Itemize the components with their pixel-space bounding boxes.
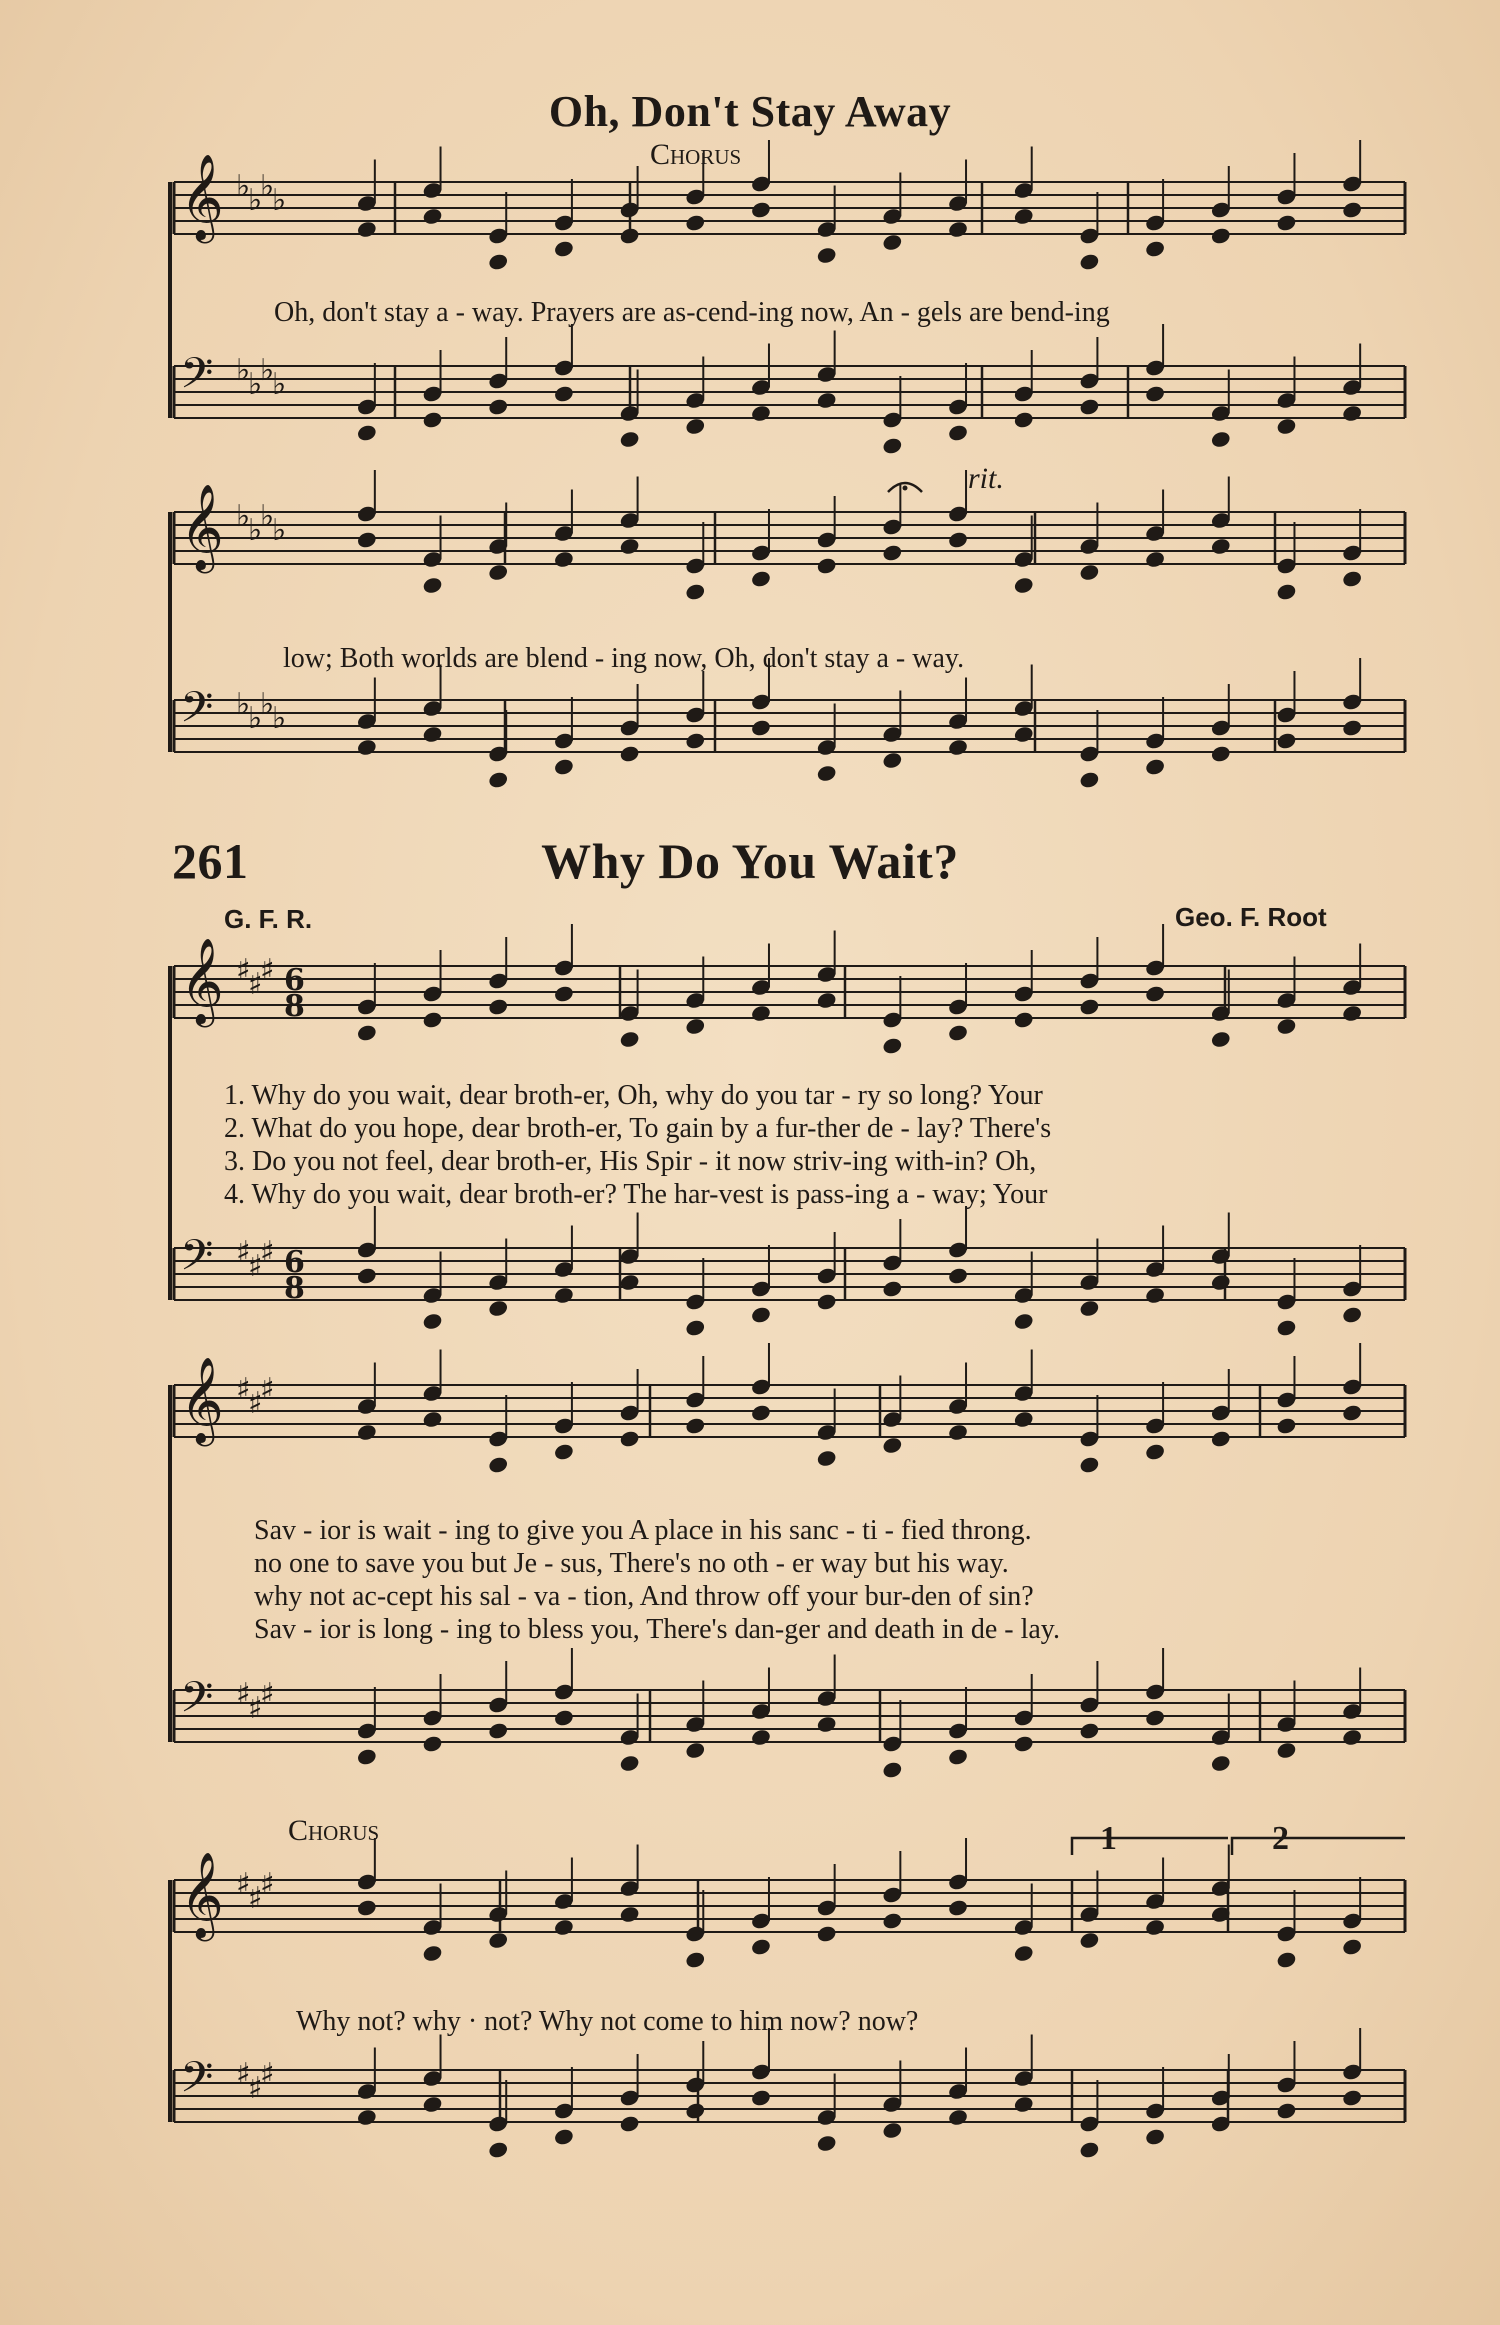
notehead	[1341, 1305, 1363, 1324]
notehead	[1276, 213, 1298, 232]
notehead	[553, 984, 575, 1003]
notehead	[553, 1442, 575, 1461]
sharp-sign-icon: ♯	[248, 967, 263, 1002]
notehead	[816, 1924, 838, 1943]
notehead	[750, 1403, 772, 1422]
notehead	[422, 1944, 444, 1963]
verse-line-1b: Sav - ior is wait - ing to give you A place in his sanc - ti - fied throng.	[254, 1515, 1032, 1546]
notehead	[750, 200, 772, 219]
notehead	[1079, 2140, 1101, 2159]
notehead	[619, 1273, 641, 1292]
hymn-top-lyric-line-1: Oh, don't stay a - way. Prayers are as-cend-ing now, An - gels are bend-ing	[274, 297, 1110, 328]
notehead	[619, 1030, 641, 1049]
notehead	[684, 213, 706, 232]
notehead	[1210, 744, 1232, 763]
bass-clef-icon: 𝄢	[180, 683, 214, 743]
notehead	[1079, 1721, 1101, 1740]
sharp-sign-icon: ♯	[236, 2057, 251, 2092]
notehead	[1144, 1442, 1166, 1461]
notehead	[1144, 1918, 1166, 1937]
time-signature-top: 6	[284, 1245, 305, 1280]
composer-credit: Geo. F. Root	[1175, 902, 1327, 932]
notehead	[487, 1721, 509, 1740]
hymn-top-lyric-line-2: low; Both worlds are blend - ing now, Oh, don't stay a - way.	[283, 643, 965, 674]
notehead	[816, 246, 838, 265]
treble-clef-icon: 𝄞	[180, 1357, 224, 1443]
notehead	[1341, 1403, 1363, 1422]
notehead	[553, 239, 575, 258]
sharp-sign-icon: ♯	[236, 953, 251, 988]
notehead	[619, 537, 641, 556]
notehead	[816, 1715, 838, 1734]
notehead	[947, 220, 969, 239]
time-signature-bottom: 8	[284, 1271, 305, 1306]
notehead	[1276, 417, 1298, 436]
verse-line-4a: 4. Why do you wait, dear broth-er? The har-vest is pass-ing a - way; Your	[224, 1179, 1048, 1210]
flat-sign-icon: ♭	[272, 367, 287, 402]
notehead	[356, 1423, 378, 1442]
notehead	[1013, 410, 1035, 429]
verse-line-1a: 1. Why do you wait, dear broth-er, Oh, why do you tar - ry so long? Your	[224, 1080, 1043, 1111]
notehead	[947, 530, 969, 549]
notehead	[1079, 997, 1101, 1016]
flat-sign-icon: ♭	[236, 499, 251, 534]
treble-clef-icon: 𝄞	[180, 154, 224, 240]
sharp-sign-icon: ♯	[260, 1235, 275, 1270]
treble-clef-icon: 𝄞	[180, 484, 224, 570]
notehead	[356, 423, 378, 442]
bass-clef-icon: 𝄢	[180, 1673, 214, 1733]
notehead	[1079, 252, 1101, 271]
notehead	[487, 563, 509, 582]
notehead	[1341, 718, 1363, 737]
notehead	[750, 404, 772, 423]
notehead	[1144, 757, 1166, 776]
notehead	[1276, 731, 1298, 750]
notehead	[553, 2127, 575, 2146]
notehead	[422, 1410, 444, 1429]
notehead	[356, 738, 378, 757]
notehead	[487, 252, 509, 271]
notehead	[1144, 1286, 1166, 1305]
notehead	[422, 2095, 444, 2114]
sharp-sign-icon: ♯	[236, 1677, 251, 1712]
notehead	[356, 1747, 378, 1766]
notehead	[487, 1299, 509, 1318]
flat-sign-icon: ♭	[248, 513, 263, 548]
notehead	[553, 1286, 575, 1305]
notehead	[750, 1728, 772, 1747]
notehead	[1341, 1728, 1363, 1747]
notehead	[816, 991, 838, 1010]
sharp-sign-icon: ♯	[260, 1372, 275, 1407]
notehead	[1341, 200, 1363, 219]
flat-sign-icon: ♭	[248, 183, 263, 218]
sharp-sign-icon: ♯	[248, 1691, 263, 1726]
notehead	[553, 384, 575, 403]
notehead	[947, 1423, 969, 1442]
flat-sign-icon: ♭	[248, 701, 263, 736]
notehead	[356, 530, 378, 549]
notehead	[684, 417, 706, 436]
notehead	[1210, 1754, 1232, 1773]
notehead	[947, 738, 969, 757]
notehead	[1144, 2127, 1166, 2146]
notehead	[553, 1708, 575, 1727]
hymn-top-title: Oh, Don't Stay Away	[548, 87, 952, 136]
notehead	[356, 220, 378, 239]
notehead	[487, 1931, 509, 1950]
lyricist-credit: G. F. R.	[224, 904, 313, 934]
notehead	[553, 1918, 575, 1937]
bass-clef-icon: 𝄢	[180, 349, 214, 409]
notehead	[1276, 1741, 1298, 1760]
flat-sign-icon: ♭	[272, 183, 287, 218]
notehead	[947, 1266, 969, 1285]
notehead	[487, 397, 509, 416]
notehead	[947, 1747, 969, 1766]
sharp-sign-icon: ♯	[236, 1867, 251, 1902]
notehead	[750, 1004, 772, 1023]
notehead	[1276, 1318, 1298, 1337]
notehead	[1013, 1734, 1035, 1753]
sharp-sign-icon: ♯	[236, 1235, 251, 1270]
notehead	[750, 1305, 772, 1324]
notehead	[1210, 1429, 1232, 1448]
treble-clef-icon: 𝄞	[180, 938, 224, 1024]
notehead	[1210, 537, 1232, 556]
bass-clef-icon: 𝄢	[180, 1231, 214, 1291]
notehead	[1276, 1416, 1298, 1435]
notehead	[553, 757, 575, 776]
notehead	[684, 1741, 706, 1760]
sharp-sign-icon: ♯	[260, 1677, 275, 1712]
notehead	[553, 550, 575, 569]
sharp-sign-icon: ♯	[248, 1386, 263, 1421]
notehead	[1276, 582, 1298, 601]
notehead	[422, 410, 444, 429]
notehead	[816, 556, 838, 575]
notehead	[1210, 430, 1232, 449]
notehead	[684, 1950, 706, 1969]
notehead	[422, 725, 444, 744]
notehead	[881, 2121, 903, 2140]
notehead	[487, 2140, 509, 2159]
flat-sign-icon: ♭	[260, 353, 275, 388]
sharp-sign-icon: ♯	[260, 2057, 275, 2092]
notehead	[1013, 2095, 1035, 2114]
second-ending-number: 2	[1272, 1820, 1289, 1857]
notehead	[684, 1416, 706, 1435]
notehead	[422, 1010, 444, 1029]
notehead	[1079, 563, 1101, 582]
notehead	[881, 751, 903, 770]
notehead	[1144, 984, 1166, 1003]
notehead	[947, 1898, 969, 1917]
notehead	[1079, 1455, 1101, 1474]
notehead	[1210, 226, 1232, 245]
notehead	[750, 569, 772, 588]
notehead	[619, 226, 641, 245]
hymn-main-chorus-label: Chorus	[288, 1814, 380, 1847]
flat-sign-icon: ♭	[236, 687, 251, 722]
second-ending-bracket	[1232, 1838, 1405, 1855]
verse-line-2b: no one to save you but Je - sus, There's no oth - er way but his way.	[254, 1548, 1009, 1579]
notehead	[881, 436, 903, 455]
notehead	[619, 1754, 641, 1773]
verse-line-3a: 3. Do you not feel, dear broth-er, His Spir - it now striv-ing with-in? Oh,	[224, 1146, 1037, 1177]
verse-line-2a: 2. What do you hope, dear broth-er, To gain by a fur-ther de - lay? There's	[224, 1113, 1052, 1144]
notehead	[684, 1318, 706, 1337]
notehead	[881, 1911, 903, 1930]
bass-clef-icon: 𝄢	[180, 2053, 214, 2113]
notehead	[1144, 1708, 1166, 1727]
notehead	[1276, 2101, 1298, 2120]
notehead	[619, 1429, 641, 1448]
notehead	[356, 2108, 378, 2127]
notehead	[1144, 550, 1166, 569]
notehead	[356, 1023, 378, 1042]
notehead	[1341, 1937, 1363, 1956]
notehead	[947, 423, 969, 442]
notehead	[487, 770, 509, 789]
hymn-title: Why Do You Wait?	[541, 833, 959, 889]
chorus-lyric-line: Why not? why · not? Why not come to him now? now?	[296, 2006, 919, 2037]
notehead	[1341, 569, 1363, 588]
fermata-dot	[903, 486, 908, 491]
notehead	[1144, 384, 1166, 403]
notehead	[881, 543, 903, 562]
notehead	[750, 2088, 772, 2107]
notehead	[1079, 1931, 1101, 1950]
tempo-mark-rit: rit.	[968, 462, 1004, 495]
notehead	[1079, 1299, 1101, 1318]
flat-sign-icon: ♭	[236, 169, 251, 204]
notehead	[1341, 1004, 1363, 1023]
notehead	[619, 2114, 641, 2133]
notehead	[422, 576, 444, 595]
flat-sign-icon: ♭	[260, 169, 275, 204]
notehead	[1013, 1410, 1035, 1429]
notehead	[1341, 2088, 1363, 2107]
flat-sign-icon: ♭	[272, 701, 287, 736]
notehead	[1210, 1273, 1232, 1292]
notehead	[816, 391, 838, 410]
flat-sign-icon: ♭	[248, 367, 263, 402]
notehead	[816, 764, 838, 783]
notehead	[422, 1312, 444, 1331]
notehead	[750, 718, 772, 737]
notehead	[422, 207, 444, 226]
notehead	[881, 1760, 903, 1779]
notehead	[1013, 1010, 1035, 1029]
first-ending-number: 1	[1100, 1820, 1117, 1857]
notehead	[356, 1898, 378, 1917]
notehead	[881, 1279, 903, 1298]
notehead	[1079, 770, 1101, 789]
notehead	[356, 1266, 378, 1285]
flat-sign-icon: ♭	[260, 687, 275, 722]
sharp-sign-icon: ♯	[248, 2071, 263, 2106]
flat-sign-icon: ♭	[272, 513, 287, 548]
time-signature-top: 6	[284, 963, 305, 998]
notehead	[619, 430, 641, 449]
notehead	[1144, 239, 1166, 258]
notehead	[1341, 404, 1363, 423]
sharp-sign-icon: ♯	[260, 1867, 275, 1902]
notehead	[881, 233, 903, 252]
notehead	[1276, 1950, 1298, 1969]
notehead	[1079, 397, 1101, 416]
notehead	[422, 1734, 444, 1753]
notehead	[684, 1017, 706, 1036]
verse-line-3b: why not ac-cept his sal - va - tion, And throw off your bur-den of sin?	[254, 1581, 1034, 1612]
notehead	[1013, 1944, 1035, 1963]
notehead	[1013, 207, 1035, 226]
notehead	[947, 2108, 969, 2127]
notehead	[684, 582, 706, 601]
verse-line-4b: Sav - ior is long - ing to bless you, There's dan-ger and death in de - lay.	[254, 1614, 1060, 1645]
treble-clef-icon: 𝄞	[180, 1852, 224, 1938]
notehead	[881, 1036, 903, 1055]
notehead	[619, 744, 641, 763]
notehead	[619, 1905, 641, 1924]
first-ending-bracket	[1072, 1838, 1228, 1855]
sharp-sign-icon: ♯	[248, 1881, 263, 1916]
notehead	[1013, 725, 1035, 744]
notehead	[750, 1937, 772, 1956]
notehead	[881, 1436, 903, 1455]
notehead	[947, 1023, 969, 1042]
notehead	[487, 1455, 509, 1474]
notehead	[1210, 1030, 1232, 1049]
sharp-sign-icon: ♯	[248, 1249, 263, 1284]
notehead	[684, 731, 706, 750]
notehead	[1013, 576, 1035, 595]
notehead	[1276, 1017, 1298, 1036]
flat-sign-icon: ♭	[260, 499, 275, 534]
flat-sign-icon: ♭	[236, 353, 251, 388]
notehead	[816, 1292, 838, 1311]
notehead	[684, 2101, 706, 2120]
hymn-number: 261	[172, 833, 249, 889]
notehead	[1013, 1312, 1035, 1331]
time-signature-bottom: 8	[284, 989, 305, 1024]
hymn-top-chorus-label: Chorus	[650, 138, 742, 171]
notehead	[487, 997, 509, 1016]
sharp-sign-icon: ♯	[236, 1372, 251, 1407]
sharp-sign-icon: ♯	[260, 953, 275, 988]
notehead	[816, 2134, 838, 2153]
notehead	[816, 1449, 838, 1468]
